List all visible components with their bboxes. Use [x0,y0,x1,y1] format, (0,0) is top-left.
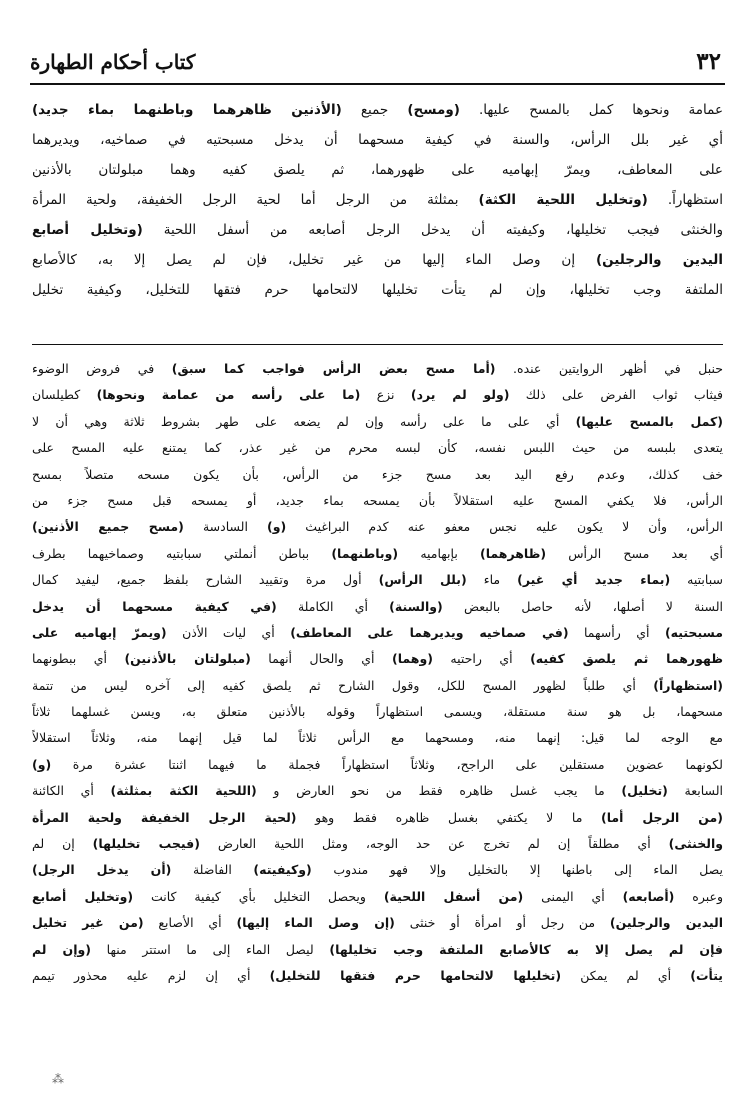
text-run: أي ليات الأذن [166,624,291,640]
commentary-line [32,673,723,699]
commentary-line [32,778,723,804]
text-run: أي ببطونهما [32,651,125,667]
bold-phrase: (ظاهرهما) [480,545,547,561]
footnote-divider [32,344,723,345]
bold-phrase: (وهما) [391,651,433,667]
text-run: كطيلسان [32,387,97,403]
main-text-line [32,185,723,215]
text-run: وعبره [674,888,723,904]
bold-phrase: (و) [32,756,52,772]
text-run: الرأس، وأن لا يكون عليه نجس معفو عنه كدم البراغيث [286,519,723,535]
text-run: من رجل أو امرأة أو خنثى [394,915,610,931]
commentary-line [32,805,723,831]
text-run: في فروض الوضوء [32,361,172,376]
bold-phrase: (بلل الرأس) [378,572,467,588]
text-run: بإبهاميه [398,545,481,561]
bold-phrase: (كمل بالمسح عليها) [575,413,723,429]
text-run: حنبل في أظهر الروايتين عنده. [495,361,723,376]
main-text-line [32,215,723,245]
bold-phrase: يتأت) [690,967,723,983]
commentary-line [32,910,723,936]
bold-phrase: (أما مسح بعض الرأس فواجب كما سبق) [171,361,496,376]
bold-phrase: (من أسفل اللحية) [383,888,524,904]
commentary-line [32,541,723,567]
bold-phrase: (في كيفية مسحهما أن يدخل [32,598,277,614]
text-run: إن لم [32,836,93,852]
commentary-line [32,382,723,408]
text-run: أي رأسهما [568,624,665,640]
page-number: ٣٢ [696,48,721,75]
text-run: سبابتيه [670,572,723,588]
bold-phrase: (وإن لم [32,941,91,957]
bold-phrase: (تخليل) [621,783,668,799]
commentary-line [32,646,723,672]
text-run: نزع [360,387,411,403]
ornament-mark: ⁂ [52,1072,64,1086]
main-text-line [32,95,723,125]
commentary-line [32,356,723,382]
text-run: أي اليمنى [523,888,623,904]
bold-phrase: (وكيفيته) [253,862,312,878]
bold-phrase: (ولو لم يرد) [410,387,510,403]
bold-phrase: (والسنة) [389,598,443,614]
bold-phrase: (إن وصل الماء إليها) [236,915,395,931]
commentary-line [32,594,723,620]
page-header [30,50,725,80]
main-text-line [32,155,723,185]
text-run: والخنثى فيجب تخليلها، وكيفيته أن يدخل الرجل أصابعه من أسفل اللحية [142,222,723,238]
commentary-line [32,725,723,751]
text-run: أي غير بلل الرأس، والسنة في كيفية مسحهما أن يدخل مسبحتيه في صماخيه، ويديرهما [32,132,723,148]
text-run: أي مطلقاً إن لم تخرج عن حد الوجه، ومثل اللحية العارض [199,836,669,852]
bold-phrase: (تخليلها لالتحامها حرم فتقها للتخليل) [269,967,562,983]
text-run: الملتفة وجب تخليلها، وإن لم يتأت تخليلها لالتحامها حرم فتقها للتخليل، وكيفية تخليل [32,282,723,298]
bold-phrase: (و) [267,519,287,535]
bold-phrase: اليدين والرجلين) [609,915,723,931]
text-run: فيثاب ثواب الفرض على ذلك [509,387,723,403]
text-run: أي الأصابع [143,915,237,931]
text-run: بباطن أنملتي سبابتيه وصماخيهما بطرف [32,545,332,561]
text-run: جميع [341,102,408,118]
bold-phrase: (بماء جديد أي غير) [517,572,671,588]
text-run: على المعاطف، ويمرّ إبهاميه على ظهورهما، ثم يلصق كفيه وهما مبلولتان بالأذنين [32,162,723,178]
commentary-line [32,884,723,910]
text-run: ما يجب غسل ظاهره فقط من نحو العارض و [256,783,622,799]
text-run: أي على ما على رأسه وإن لم يضعه على طهر بشروط ثلاثة وهي أن لا [32,413,576,429]
bold-phrase: ظهورهما ثم يلصق كفيه) [530,651,723,667]
bold-phrase: اليدين والرجلين) [595,252,723,268]
text-run: السادسة [183,519,268,535]
text-run: بمثلثة من الرجل أما لحية الرجل الخفيفة، ولحية المرأة [32,192,479,208]
text-run: أي طلباً لظهور المسح للكل، وقول الشارح ثم يلصق كفيه إلى آخره ليس من تتمة [32,677,654,693]
bold-phrase: (ومسح) [407,102,460,118]
bold-phrase: (أن يدخل الرجل) [32,862,172,878]
bold-phrase: فإن لم يصل إلا به كالأصابع الملتفة وجب تخليلها) [329,941,723,957]
main-text-line [32,245,723,275]
bold-phrase: (فيجب تخليلها) [92,836,200,852]
commentary-line [32,514,723,540]
bold-phrase: (مبلولتان بالأذنين) [124,651,251,667]
bold-phrase: (وتخليل أصابع [32,222,143,238]
commentary-line [32,409,723,435]
running-title: كتاب أحكام الطهارة [30,50,196,74]
bold-phrase: (وباطنهما) [331,545,399,561]
bold-phrase: (من الرجل أما) [600,809,723,825]
text-run: ما لا يكتفي بغسل ظاهره فقط وهو [296,809,601,825]
commentary-line [32,831,723,857]
text-run: أي والحال أنهما [250,651,392,667]
commentary-line [32,435,723,461]
commentary-line [32,488,723,514]
bold-phrase: (الأذنين ظاهرهما وباطنهما بماء جديد) [32,102,342,118]
bold-phrase: (وتخليل اللحية الكثة) [478,192,648,208]
commentary-line [32,620,723,646]
text-run: أول مرة وتقييد الشارح بلفظ جميع، ليفيد كمال [32,572,379,588]
main-text-line [32,125,723,155]
text-run: أي بعد مسح الرأس [546,545,723,561]
bold-phrase: (من غير تخليل [32,915,144,931]
text-run: ويحصل التخليل بأي كيفية كانت [133,888,384,904]
text-run: أي الكائنة [32,783,111,799]
text-run: عمامة ونحوها كمل بالمسح عليها. [459,102,723,118]
text-run: يتعدى بلبسه من حيث اللبس نفسه، كأن لبسه محرم من غير عذر، كما يمتنع عليه المسح على [32,440,723,456]
bold-phrase: (وتخليل أصابع [32,888,134,904]
text-run: أي إن لزم عليه محذور تيمم [32,967,270,983]
text-run: لكونهما عضوين مستقلين على الراجح، وثلاثاً استظهاراً فجملة ما فيهما اثنتا عشرة مرة [51,756,723,772]
text-run: السابعة [667,783,723,799]
text-run: الرأس، فلا يكفي المسح عليه استقلالاً بأن يمسحه بماء جديد، أو يمسحه قبل مسح جزء من [32,492,723,508]
commentary-line [32,699,723,725]
bold-phrase: (مسح جميع الأذنين) [32,519,184,535]
main-text-line [32,275,723,305]
main-text [32,95,723,305]
commentary-line [32,462,723,488]
text-run: ماء [466,572,518,588]
text-run: أي لم يمكن [561,967,691,983]
text-run: خف كذلك، وعدم رفع اليد بعد مسح جزء من الرأس، بأن يكون مسحه متصلاً بمسح [32,466,723,482]
text-run: استظهاراً. [647,192,723,208]
bold-phrase: (أصابعه) [622,888,675,904]
bold-phrase: والخنثى) [668,836,723,852]
commentary-line [32,937,723,963]
bold-phrase: (في صماخيه ويديرهما على المعاطف) [290,624,569,640]
header-rule [30,83,725,85]
bold-phrase: (استظهاراً) [653,677,723,693]
commentary-line [32,567,723,593]
text-run: أي الكاملة [276,598,390,614]
commentary-line [32,963,723,989]
commentary-line [32,752,723,778]
bold-phrase: مسبحتيه) [664,624,723,640]
bold-phrase: (اللحية الكثة بمثلثة) [110,783,257,799]
text-run: يصل الماء إلى باطنها إلا بالتخليل وإلا فهو مندوب [311,862,723,878]
text-run: الفاضلة [171,862,254,878]
bold-phrase: (ويمرّ إبهاميه على [32,624,167,640]
commentary-line [32,857,723,883]
text-run: مسحهما، بل هو سنة مستقلة، ويسمى استظهاراً وقوله بالأذنين متعلق به، ويسن غسلهما ثلاثاً [32,704,723,720]
bold-phrase: (ما على رأسه من عمامة ونحوها) [96,387,361,403]
text-run: مع الوجه لما قيل: إنهما منه، ومسحهما مع الرأس ثلاثاً لما قيل إنهما منه، وثلاثاً استقلالاً [32,730,723,746]
text-run: أي راحتيه [432,651,531,667]
bold-phrase: (لحية الرجل الخفيفة ولحية المرأة [32,809,297,825]
commentary-text [32,356,723,989]
text-run: ليصل الماء إلى ما استتر منها [90,941,330,957]
text-run: إن وصل الماء إليها من غير تخليل، فإن لم يصل إلا به، كالأصابع [32,252,596,268]
text-run: السنة لا أصلها، لأنه حاصل بالبعض [442,598,723,614]
